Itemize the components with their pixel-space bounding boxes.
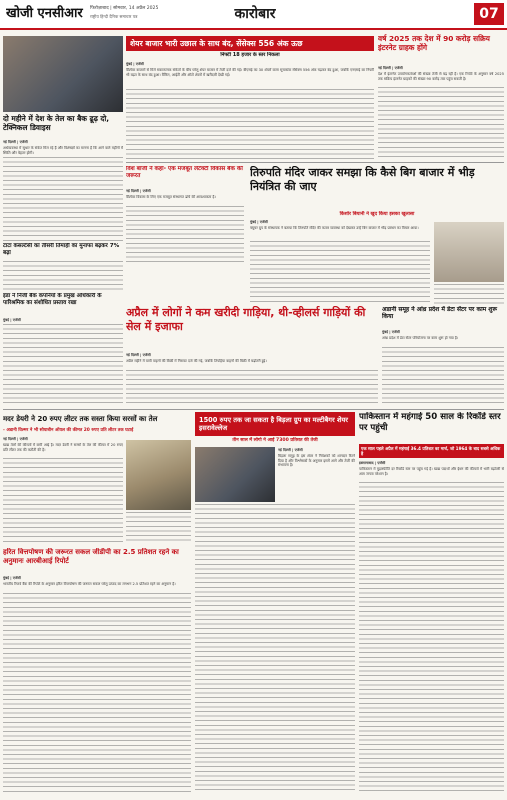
dairy-photo: [126, 440, 191, 510]
gdp-dateline: मुंबई | एजेंसी: [3, 576, 21, 580]
dairy-body: खाद्य तेलों की कीमतों में कमी आई है। मदर डेयरी ने सरसों के तेल की कीमत में 20 रुपए प्रति लीटर तक की कटौती की है।: [3, 443, 123, 452]
ford-body: अप्रैल महीने में यात्री वाहनों की बिक्री में गिरावट दर्ज की गई, जबकि तिपहिया वाहनों की बिक्री में बढ़ोतरी हुई।: [126, 359, 267, 363]
pakistan-subhead: एक साल पहले अप्रैल में महंगाई 36.4 प्रतिशत का मार्च, जो 1964 के बाद सबसे अधिक है: [359, 444, 504, 458]
china-body: वैश्विक विकास के लिए एक मजबूत संस्थागत ढांचे की आवश्यकता है।: [126, 195, 216, 199]
market-dateline: मुंबई | एजेंसी: [250, 220, 268, 224]
market-body: फ्यूचर ग्रुप के संस्थापक ने बताया कि तिरुपति मंदिर की कतार व्यवस्था को देखकर उन्हें बिग बाजार में भीड़ प्रबंधन का विचार आया।: [250, 226, 419, 230]
masthead-dateline: फिरोज़ाबाद | सोमवार, 14 अप्रैल 2025: [90, 6, 159, 11]
divider: [126, 162, 504, 163]
china-body-lines: [126, 206, 244, 262]
birla-photo: [195, 447, 275, 502]
sensex-body-lines: [126, 89, 374, 159]
dairy-dateline: नई दिल्ली | एजेंसी: [3, 437, 28, 441]
dairy-subhead: - अडानी विल्मर ने भी सोयाबीन ऑयल की कीमत 20 रुपए प्रति लीटर तक घटाई: [3, 428, 134, 433]
internet-dateline: नई दिल्ली | एजेंसी: [378, 66, 403, 70]
masthead: [0, 0, 507, 30]
pakistan-headline: पाकिस्तान में महंगाई 50 साल के रिकॉर्ड स्तर पर पहुंची: [359, 412, 501, 433]
gdp-body: भारतीय रिजर्व बैंक की रिपोर्ट के अनुसार हरित वित्तपोषण की जरूरत सकल घरेलू उत्पाद का लगभग 2.5 प्रतिशत रहने का अनुमान है।: [3, 582, 176, 586]
andhra-dateline: मुंबई | एजेंसी: [382, 330, 400, 334]
market-body-lines: [250, 241, 430, 303]
internet-body-lines: [378, 87, 504, 159]
left-dateline-2: मुंबई | एजेंसी: [3, 318, 21, 322]
masthead-tagline: राष्ट्रीय हिन्दी दैनिक समाचार पत्र: [90, 14, 138, 19]
left-subhead-1: टाटा कंसल्टेंसी का तीसरी तिमाही का मुनाफा बढ़कर 7% बढ़ा: [3, 243, 120, 256]
left-subhead-2: इंडा ने निजी बैंक कंपनियों के प्रमुख अधिकारी के पारिश्रमिक का संशोधित प्रस्ताव रखा: [3, 293, 102, 306]
birla-body: बिड़ला समूह के इस शेयर ने निवेशकों को शानदार रिटर्न दिया है और विश्लेषकों के अनुसार इसमें आगे और तेजी की संभावना है।: [278, 454, 355, 468]
birla-body-lines: [195, 504, 355, 794]
china-dateline: नई दिल्ली | एजेंसी: [126, 189, 151, 193]
birla-dateline: नई दिल्ली | एजेंसी: [278, 448, 303, 452]
birla-headline: 1500 रुपए तक जा सकता है बिड़ला ग्रुप का मल्टीबैगर शेयर इसरावेल्लेज: [195, 412, 355, 436]
market-photo: [434, 222, 504, 282]
left-sub1-lines: [3, 261, 123, 291]
left-photo: [3, 36, 123, 112]
gdp-body-lines: [3, 593, 191, 794]
sensex-dateline: मुंबई | एजेंसी: [126, 62, 144, 66]
sensex-subhead: निफ्टी 18 हजार के स्तर निकला: [220, 52, 280, 58]
birla-subhead: तीन साल में लोगो ने आई 7300 प्रतिशत की तेजी: [232, 438, 318, 443]
market-side-lines: [434, 284, 504, 304]
andhra-headline: अडानी समूह ने आंध्र प्रदेश में डेटा सेंटर पर काम शुरू किया: [382, 306, 498, 321]
internet-body: देश में इंटरनेट उपयोगकर्ताओं की संख्या तेजी से बढ़ रही है। एक रिपोर्ट के अनुसार वर्ष 2025 तक सक्रिय इंटरनेट ग्राहकों की संख्या 90 करोड़ तक पहुंच सकती है।: [378, 72, 504, 81]
ford-dateline: नई दिल्ली | एजेंसी: [126, 353, 151, 357]
left-body: अर्थव्यवस्था में सुधार के संकेत मिल रहे हैं और विशेषज्ञों का मानना है कि आने वाले महीनों में स्थिति और बेहतर होगी।: [3, 146, 123, 155]
left-sub2-lines: [3, 324, 123, 406]
andhra-body: आंध्र प्रदेश में डेटा सेंटर परियोजना पर काम शुरू हो गया है।: [382, 336, 459, 340]
left-body-lines: [3, 157, 123, 241]
divider: [3, 409, 504, 410]
pakistan-dateline: इस्लामाबाद | एजेंसी: [359, 461, 386, 465]
internet-headline: वर्ष 2025 तक देश में 90 करोड़ सक्रिय इंटरनेट ग्राहक होंगे: [378, 34, 490, 52]
pakistan-body-lines: [359, 482, 504, 794]
china-headline: विश बाजी ने कहा- एक मजबूत लेटेक्टी विकास बैंक की जरूरत: [126, 166, 243, 179]
dairy-side-lines: [126, 512, 191, 544]
ford-body-lines: [126, 370, 378, 406]
dairy-body-lines: [3, 458, 123, 544]
market-headline: तिरुपति मंदिर जाकर समझा कि कैसे बिग बाजार में भीड़ नियंत्रित की जाए: [250, 166, 475, 193]
market-kicker: किशोर बियानी ने खुद किया इसका खुलासा: [339, 212, 415, 217]
page-number: 07: [474, 3, 504, 25]
section-title: कारोबार: [234, 6, 276, 22]
ford-headline: अप्रैल में लोगों ने कम खरीदी गाड़िया, थी-व्हीलर्स गाड़ियों की सेल में इजाफा: [126, 306, 366, 333]
dairy-headline: मदर डेयरी ने 20 रुपए लीटर तक सस्ता किया सरसों का तेल: [3, 415, 158, 423]
andhra-body-lines: [382, 347, 504, 406]
masthead-logo: खोजी एनसीआर: [6, 6, 83, 21]
gdp-headline: हरित वित्तपोषण की जरूरत सकल जीडीपी का 2.5 प्रतिशत रहने का अनुमानः आरबीआई रिपोर्ट: [3, 548, 179, 565]
pakistan-body: पाकिस्तान में मुद्रास्फीति दर रिकॉर्ड स्तर पर पहुंच गई है। खाद्य पदार्थों और ईंधन की कीमतों में भारी बढ़ोतरी से आम जनता परेशान है।: [359, 467, 504, 476]
sensex-headline: शेयर बाजार भारी उछाल के साथ बंद, सेंसेक्स 556 अंक ऊछ: [126, 36, 374, 51]
left-dateline: नई दिल्ली | एजेंसी: [3, 140, 28, 144]
left-headline: दो महीने में देश के तेल का बैक ढूढ़ दो, टेक्निकल डिवाइस: [3, 114, 110, 132]
sensex-body: वैश्विक बाजारों से मिले सकारात्मक संकेतों के बीच घरेलू शेयर बाजार में तेजी दर्ज की गई। बीएसई का 30 शेयरों वाला सूचकांक सेंसेक्स 556 अंक चढ़कर बंद हुआ, जबकि एनएसई का निफ्टी भी बढ़त के साथ बंद हुआ। बैंकिंग, आईटी और ऑटो शेयरों में खरीदारी देखी गई।: [126, 68, 374, 77]
